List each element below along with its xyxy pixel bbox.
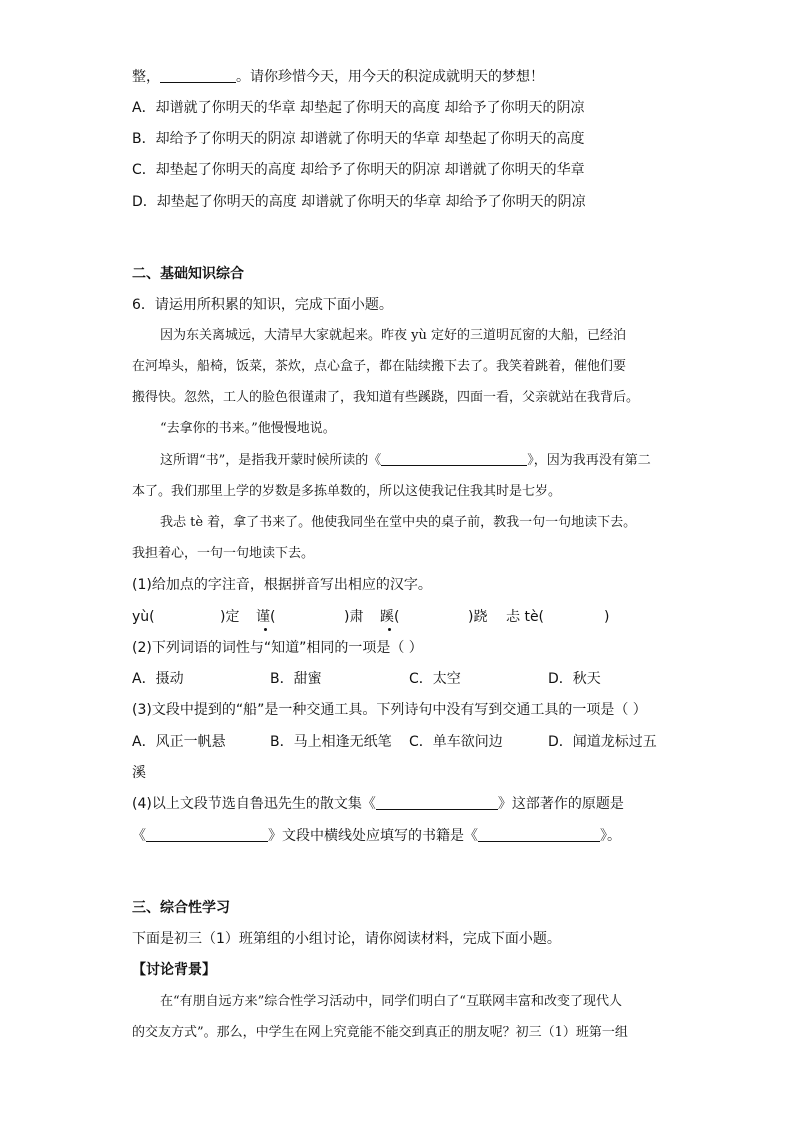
sub2-option-a[interactable]: A．摄动 xyxy=(132,671,184,687)
passage-p4-line2: 我担着心，一句一句地读下去。 xyxy=(132,546,315,561)
passage-p3-line1 xyxy=(160,451,651,471)
section-heading-comprehensive-study: 三、综合性学习 xyxy=(132,900,230,916)
sub3-option-a[interactable]: A．风正一帆悬 xyxy=(132,734,226,750)
sub1-item2-blank[interactable] xyxy=(282,607,342,621)
sub2-option-c[interactable]: C．太空 xyxy=(409,671,461,687)
background-line2: 的交友方式”。那么，中学生在网上究竟能不能交到真正的朋友呢？初三（1）班第一组 xyxy=(132,1025,628,1040)
q6-sub3-stem: (3)文段中提到的“船”是一种交通工具。下列诗句中没有写到交通工具的一项是（ ） xyxy=(132,702,647,718)
sub1-item3-open: 蹊( xyxy=(380,609,400,625)
passage-p4-line1: 我忐 tè 着，拿了书来了。他使我同坐在堂中央的桌子前，教我一句一句地读下去。 xyxy=(160,515,637,530)
sub1-item3-close: )跷 xyxy=(468,609,488,625)
sub3-option-d[interactable]: D．闻道龙标过五 xyxy=(548,734,657,750)
background-line1: 在“有朋自远方来”综合性学习活动中，同学们明白了“互联网丰富和改变了现代人 xyxy=(160,994,622,1009)
sub1-item1-close: )定 xyxy=(220,609,240,625)
q6-sub4-line2 xyxy=(132,826,621,846)
section-heading-basic-knowledge: 二、基础知识综合 xyxy=(132,266,244,282)
passage-book-blank[interactable] xyxy=(381,451,527,466)
q5-option-a[interactable]: A．却谱就了你明天的华章 却垫起了你明天的高度 却给予了你明天的阴凉 xyxy=(132,100,585,116)
sub4-text-b: 》这部著作的原题是 xyxy=(497,796,624,812)
sub1-item3-blank[interactable] xyxy=(406,607,466,621)
q5-stem-line xyxy=(132,67,544,87)
sub1-item4-open: 忐 tè( xyxy=(506,609,545,625)
q6-sub2-stem: (2)下列词语的词性与“知道”相同的一项是（ ） xyxy=(132,640,423,656)
sub1-item1-blank[interactable] xyxy=(156,607,216,621)
passage-p3-line2: 本了。我们那里上学的岁数是多拣单数的，所以这使我记住我其时是七岁。 xyxy=(132,484,562,499)
q5-lead-text: 整， xyxy=(132,69,160,85)
sub1-item1-open: yù( xyxy=(132,609,155,625)
passage-p2: “去拿你的书来。”他慢慢地说。 xyxy=(160,421,336,436)
passage-p1-line3: 搬得快。忽然，工人的脸色很谨肃了，我知道有些蹊跷，四面一看，父亲就站在我背后。 xyxy=(132,390,640,405)
sub2-option-b[interactable]: B．甜蜜 xyxy=(270,671,322,687)
q6-sub4-line1 xyxy=(132,794,624,814)
sub3-option-c[interactable]: C．单车欲问边 xyxy=(409,734,503,750)
sub1-item2-close: )肃 xyxy=(344,609,364,625)
q5-option-b[interactable]: B．却给予了你明天的阴凉 却谱就了你明天的华章 却垫起了你明天的高度 xyxy=(132,131,585,147)
q5-option-c[interactable]: C．却垫起了你明天的高度 却给予了你明天的阴凉 却谱就了你明天的华章 xyxy=(132,162,585,178)
sub4-original-title-blank[interactable] xyxy=(146,827,268,842)
sub4-text-a: (4)以上文段节选自鲁迅先生的散文集《 xyxy=(132,796,376,812)
q5-tail-text: 。请你珍惜今天，用今天的积淀成就明天的梦想！ xyxy=(236,69,544,85)
sub2-option-d[interactable]: D．秋天 xyxy=(548,671,601,687)
sub4-book-blank[interactable] xyxy=(478,827,600,842)
sub4-text-c: 《 xyxy=(132,828,146,844)
sub4-collection-blank[interactable] xyxy=(376,795,498,810)
section3-intro: 下面是初三（1）班第组的小组讨论，请你阅读材料，完成下面小题。 xyxy=(132,931,561,947)
passage-p3-text-b: 》，因为我再没有第二 xyxy=(527,453,651,468)
sub1-item2-open: 谨( xyxy=(256,609,276,625)
sub1-item4-blank[interactable] xyxy=(544,607,604,621)
passage-p1-line1: 因为东关离城远，大清早大家就起来。昨夜 yù 定好的三道明瓦窗的大船，已经泊 xyxy=(160,328,626,343)
sub1-item4-close: ) xyxy=(604,609,610,625)
sub3-option-d-wrap: 溪 xyxy=(132,765,146,781)
discussion-background-label: 【讨论背景】 xyxy=(132,962,216,978)
passage-p3-text-a: 这所谓“书”，是指我开蒙时候所读的《 xyxy=(160,453,382,468)
q5-answer-blank[interactable] xyxy=(160,68,236,83)
passage-p1-line2: 在河埠头，船椅，饭菜，茶炊，点心盒子，都在陆续搬下去了。我笑着跳着，催他们要 xyxy=(132,359,627,374)
sub3-option-b[interactable]: B．马上相逢无纸笔 xyxy=(270,734,392,750)
sub4-text-e: 》。 xyxy=(600,828,621,844)
q6-stem: 6．请运用所积累的知识，完成下面小题。 xyxy=(132,297,393,313)
q5-option-d[interactable]: D．却垫起了你明天的高度 却谱就了你明天的华章 却给予了你明天的阴凉 xyxy=(132,194,586,210)
q6-sub1-stem: (1)给加点的字注音，根据拼音写出相应的汉字。 xyxy=(132,577,432,593)
sub4-text-d: 》文段中横线处应填写的书籍是《 xyxy=(268,828,478,844)
